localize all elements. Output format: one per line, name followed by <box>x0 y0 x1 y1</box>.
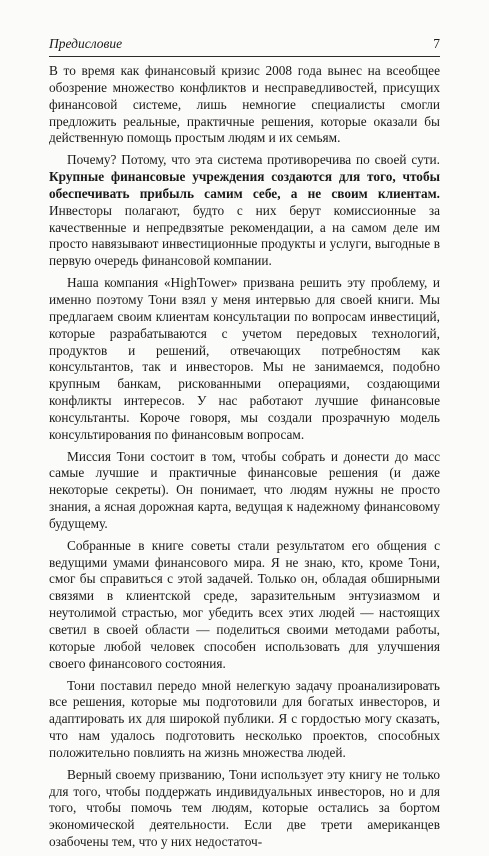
body-text <box>49 63 440 856</box>
running-title: Предисловие <box>49 36 123 51</box>
paragraph-6: Тони поставил передо мной нелегкую задачу проанализировать все решения, которые мы подготовили для богатых инвесторов, и адаптировать их для широкой публики. Я с гордостью могу сказать, что нам удалось подготовить несколько проектов, способных положительно повлиять на жизнь множества людей. <box>49 677 440 760</box>
paragraph-2-lead: Почему? Потому, что эта система противоречива по своей сути. <box>67 152 440 168</box>
page-number: 7 <box>433 36 440 51</box>
paragraph-2 <box>49 152 440 270</box>
paragraph-2-rest: Инвесторы полагают, будто с них берут комиссионные за качественные и непредвзятые рекомендации, а на самом деле им просто навязывают инвестиционные продукты и услуги, выгодные в первую очередь финансовой компании. <box>49 202 440 269</box>
paragraph-5: Собранные в книге советы стали результатом его общения с ведущими умами финансового мира. Я не знаю, кто, кроме Тони, смог бы справиться с этой задачей. Только он, обладая обширными связями в клиентской среде, заразительным энтузиазмом и неутолимой страстью, мог убедить всех этих людей — настоящих светил в своей области — поделиться своими методами работы, которые любой человек способен использовать для улучшения своего финансового состояния. <box>49 537 440 671</box>
paragraph-7: Верный своему призванию, Тони использует эту книгу не только для того, чтобы поддержать индивидуальных инвесторов, но и для того, чтобы помочь тем людям, которые остались за бортом экономической деятельности. Если две трети американцев озабочены тем, что у них недостаточ- <box>49 766 440 850</box>
paragraph-4: Миссия Тони состоит в том, чтобы собрать и донести до масс самые лучшие и практичные финансовые решения (и даже некоторые секреты). Он понимает, что людям нужны не просто знания, а ясная дорожная карта, ведущая к надежному финансовому будущему. <box>49 448 440 531</box>
paragraph-1: В то время как финансовый кризис 2008 года вынес на всеобщее обозрение множество конфликтов и несправедливостей, присущих финансовой системе, лишь немногие специалисты смогли предложить реальные, практичные решения, которые оказали бы действенную помощь простым людям и их семьям. <box>49 63 440 146</box>
running-head <box>49 36 440 57</box>
paragraph-3: Наша компания «HighTower» призвана решить эту проблему, и именно поэтому Тони взял у меня интервью для своей книги. Мы предлагаем своим клиентам консультации по вопросам инвестиций, которые разрабатываются с учетом передовых технологий, продуктов и решений, отвечающих потребностям как консультантов, так и инвесторов. Мы не занимаемся, подобно крупным банкам, рискованными операциями, создающими конфликты интересов. У нас работают лучшие финансовые консультанты. Короче говоря, мы создали прозрачную модель консультирования по финансовым вопросам. <box>49 275 440 442</box>
paragraph-2-emphasis: Крупные финансовые учреждения создаются для того, чтобы обеспечивать прибыль самим себе, а не своим клиентам. <box>49 169 440 201</box>
